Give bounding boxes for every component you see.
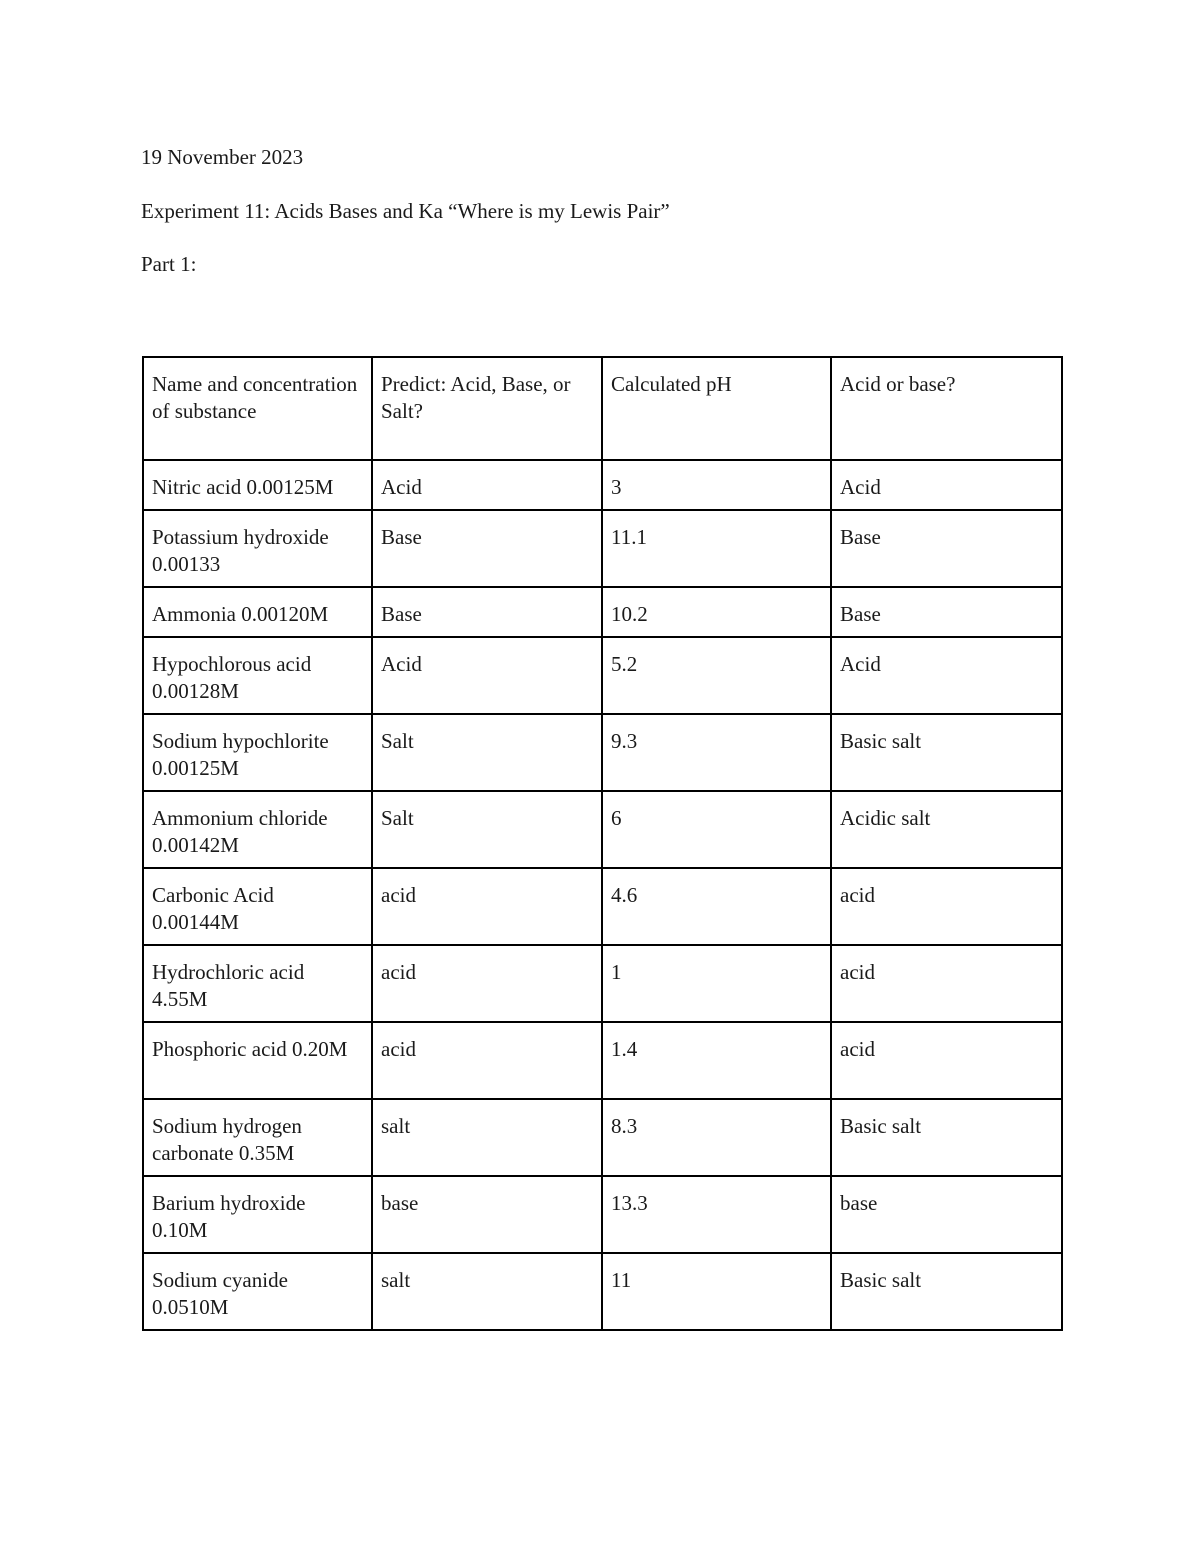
cell-substance: Ammonia 0.00120M	[143, 587, 372, 637]
table-header-row	[143, 357, 1062, 460]
cell-acid-or-base: Basic salt	[831, 1099, 1062, 1176]
cell-substance: Hydrochloric acid 4.55M	[143, 945, 372, 1022]
cell-acid-or-base: Basic salt	[831, 1253, 1062, 1330]
cell-calculated-ph: 1	[602, 945, 831, 1022]
cell-prediction: Base	[372, 510, 602, 587]
cell-calculated-ph: 1.4	[602, 1022, 831, 1099]
cell-substance: Sodium hypochlorite 0.00125M	[143, 714, 372, 791]
experiment-title: Experiment 11: Acids Bases and Ka “Where is my Lewis Pair”	[141, 199, 670, 223]
table-row	[143, 587, 1062, 637]
cell-acid-or-base: acid	[831, 945, 1062, 1022]
table-row	[143, 1022, 1062, 1099]
cell-calculated-ph: 13.3	[602, 1176, 831, 1253]
cell-prediction: Salt	[372, 791, 602, 868]
cell-calculated-ph: 4.6	[602, 868, 831, 945]
cell-acid-or-base: Acid	[831, 460, 1062, 510]
cell-prediction: acid	[372, 868, 602, 945]
cell-calculated-ph: 10.2	[602, 587, 831, 637]
table-row	[143, 510, 1062, 587]
cell-substance: Carbonic Acid 0.00144M	[143, 868, 372, 945]
cell-substance: Sodium cyanide 0.0510M	[143, 1253, 372, 1330]
table-row	[143, 637, 1062, 714]
part-label: Part 1:	[141, 252, 197, 276]
cell-prediction: salt	[372, 1099, 602, 1176]
table-row	[143, 1176, 1062, 1253]
table-row	[143, 1253, 1062, 1330]
cell-prediction: salt	[372, 1253, 602, 1330]
cell-prediction: base	[372, 1176, 602, 1253]
cell-acid-or-base: acid	[831, 1022, 1062, 1099]
table-row	[143, 791, 1062, 868]
cell-calculated-ph: 8.3	[602, 1099, 831, 1176]
header-cell-acid-or-base: Acid or base?	[831, 357, 1062, 460]
cell-acid-or-base: Base	[831, 587, 1062, 637]
cell-prediction: Acid	[372, 637, 602, 714]
cell-substance: Phosphoric acid 0.20M	[143, 1022, 372, 1099]
header-cell-prediction: Predict: Acid, Base, or Salt?	[372, 357, 602, 460]
cell-acid-or-base: acid	[831, 868, 1062, 945]
table-row	[143, 1099, 1062, 1176]
cell-prediction: acid	[372, 1022, 602, 1099]
cell-calculated-ph: 5.2	[602, 637, 831, 714]
cell-substance: Ammonium chloride 0.00142M	[143, 791, 372, 868]
cell-calculated-ph: 11	[602, 1253, 831, 1330]
cell-substance: Sodium hydrogen carbonate 0.35M	[143, 1099, 372, 1176]
table-row	[143, 714, 1062, 791]
cell-calculated-ph: 6	[602, 791, 831, 868]
cell-calculated-ph: 3	[602, 460, 831, 510]
cell-substance: Potassium hydroxide 0.00133	[143, 510, 372, 587]
cell-acid-or-base: Base	[831, 510, 1062, 587]
document-date: 19 November 2023	[141, 145, 304, 169]
header-cell-calculated-ph: Calculated pH	[602, 357, 831, 460]
cell-acid-or-base: Acid	[831, 637, 1062, 714]
cell-prediction: Salt	[372, 714, 602, 791]
cell-acid-or-base: Basic salt	[831, 714, 1062, 791]
table-row	[143, 945, 1062, 1022]
table-row	[143, 460, 1062, 510]
cell-acid-or-base: Acidic salt	[831, 791, 1062, 868]
cell-prediction: Acid	[372, 460, 602, 510]
cell-substance: Barium hydroxide 0.10M	[143, 1176, 372, 1253]
table-row	[143, 868, 1062, 945]
header-cell-substance: Name and concentration of substance	[143, 357, 372, 460]
cell-calculated-ph: 11.1	[602, 510, 831, 587]
cell-acid-or-base: base	[831, 1176, 1062, 1253]
cell-substance: Nitric acid 0.00125M	[143, 460, 372, 510]
results-table	[142, 356, 1063, 1331]
cell-prediction: Base	[372, 587, 602, 637]
cell-prediction: acid	[372, 945, 602, 1022]
cell-substance: Hypochlorous acid 0.00128M	[143, 637, 372, 714]
cell-calculated-ph: 9.3	[602, 714, 831, 791]
